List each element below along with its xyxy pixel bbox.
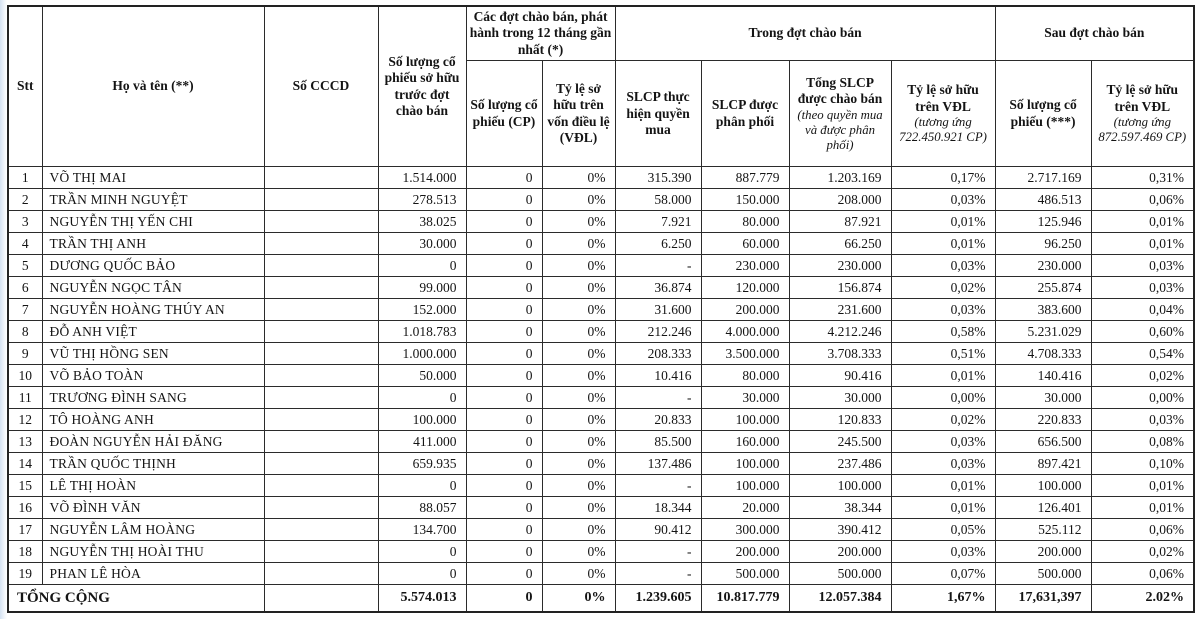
- cell: 0,07%: [891, 563, 995, 585]
- cell: [264, 277, 378, 299]
- total-ratio-during: 1,67%: [891, 585, 995, 613]
- cell: 0%: [542, 189, 615, 211]
- cell: 11: [8, 387, 42, 409]
- cell: 0,00%: [891, 387, 995, 409]
- cell: 0,00%: [1091, 387, 1194, 409]
- cell: 0: [466, 277, 542, 299]
- cell: [264, 497, 378, 519]
- cell: 30.000: [995, 387, 1091, 409]
- cell: PHAN LÊ HÒA: [42, 563, 264, 585]
- cell: 500.000: [701, 563, 789, 585]
- cell: 0%: [542, 233, 615, 255]
- cell: 200.000: [701, 299, 789, 321]
- cell: 300.000: [701, 519, 789, 541]
- cell: 0%: [542, 409, 615, 431]
- cell: 278.513: [378, 189, 466, 211]
- cell: 100.000: [701, 475, 789, 497]
- cell: 0,51%: [891, 343, 995, 365]
- cell: [264, 211, 378, 233]
- cell: 0: [466, 409, 542, 431]
- col-header-shares-qty-cp: Số lượng cổ phiếu (CP): [466, 61, 542, 167]
- col-header-total-slcp: [789, 61, 891, 167]
- cell: 200.000: [789, 541, 891, 563]
- cell: 0,01%: [1091, 475, 1194, 497]
- cell: 0,01%: [891, 497, 995, 519]
- cell: 0: [378, 475, 466, 497]
- cell: 0,03%: [891, 541, 995, 563]
- cell: 137.486: [615, 453, 701, 475]
- cell: 500.000: [995, 563, 1091, 585]
- cell: 0%: [542, 321, 615, 343]
- cell: TÔ HOÀNG ANH: [42, 409, 264, 431]
- cell: -: [615, 475, 701, 497]
- cell: 0,01%: [1091, 211, 1194, 233]
- cell: 887.779: [701, 167, 789, 189]
- cell: 0,06%: [1091, 563, 1194, 585]
- cell: 160.000: [701, 431, 789, 453]
- cell: 897.421: [995, 453, 1091, 475]
- cell: 0,05%: [891, 519, 995, 541]
- table-row: [8, 255, 1194, 277]
- total-shares-qty-cp: 0: [466, 585, 542, 613]
- cell: 80.000: [701, 365, 789, 387]
- cell: NGUYỄN HOÀNG THÚY AN: [42, 299, 264, 321]
- table-row: [8, 541, 1194, 563]
- cell: 1.203.169: [789, 167, 891, 189]
- cell: 88.057: [378, 497, 466, 519]
- cell: 0,60%: [1091, 321, 1194, 343]
- table-row: [8, 519, 1194, 541]
- cell: 1.514.000: [378, 167, 466, 189]
- cell: NGUYỄN LÂM HOÀNG: [42, 519, 264, 541]
- total-row: [8, 585, 1194, 613]
- table-row: [8, 233, 1194, 255]
- cell: [264, 255, 378, 277]
- cell: 0: [466, 167, 542, 189]
- cell: 656.500: [995, 431, 1091, 453]
- cell: 0: [466, 233, 542, 255]
- total-ratio-after: 2.02%: [1091, 585, 1194, 613]
- cell: 0%: [542, 475, 615, 497]
- cell: 120.000: [701, 277, 789, 299]
- cell: 134.700: [378, 519, 466, 541]
- cell: 0: [466, 497, 542, 519]
- cell: 0,02%: [891, 409, 995, 431]
- cell: 2.717.169: [995, 167, 1091, 189]
- cell: 0%: [542, 431, 615, 453]
- cell: 0,31%: [1091, 167, 1194, 189]
- col-header-ratio-during-title: Tỷ lệ sở hữu trên VĐL: [907, 82, 979, 114]
- shareholders-offering-table: [7, 5, 1195, 613]
- cell: 7: [8, 299, 42, 321]
- total-slcp-distributed: 10.817.779: [701, 585, 789, 613]
- cell: 500.000: [789, 563, 891, 585]
- cell: 7.921: [615, 211, 701, 233]
- cell: 156.874: [789, 277, 891, 299]
- cell: [264, 431, 378, 453]
- cell: 87.921: [789, 211, 891, 233]
- cell: 0: [466, 189, 542, 211]
- cell: 0,03%: [1091, 255, 1194, 277]
- cell: 0: [466, 519, 542, 541]
- cell: 3.708.333: [789, 343, 891, 365]
- cell: 5.231.029: [995, 321, 1091, 343]
- cell: 0,01%: [891, 211, 995, 233]
- cell: 4.212.246: [789, 321, 891, 343]
- cell: 0%: [542, 255, 615, 277]
- cell: 16: [8, 497, 42, 519]
- cell: 230.000: [701, 255, 789, 277]
- table-row: [8, 563, 1194, 585]
- col-header-ratio-after-note: (tương ứng 872.597.469 CP): [1098, 115, 1187, 145]
- cell: VÕ BẢO TOÀN: [42, 365, 264, 387]
- cell: [264, 343, 378, 365]
- cell: 100.000: [701, 409, 789, 431]
- col-header-ratio-after-title: Tỷ lệ sở hữu trên VĐL: [1106, 82, 1179, 114]
- cell: 0,03%: [1091, 277, 1194, 299]
- total-before-offering: 5.574.013: [378, 585, 466, 613]
- cell: 3: [8, 211, 42, 233]
- cell: 0%: [542, 541, 615, 563]
- cell: [264, 189, 378, 211]
- cell: VŨ THỊ HỒNG SEN: [42, 343, 264, 365]
- cell: 17: [8, 519, 42, 541]
- cell: 220.833: [995, 409, 1091, 431]
- col-header-slcp-rights: SLCP thực hiện quyền mua: [615, 61, 701, 167]
- cell: 0%: [542, 343, 615, 365]
- cell: 4.000.000: [701, 321, 789, 343]
- cell: 1: [8, 167, 42, 189]
- cell: 0%: [542, 365, 615, 387]
- cell: 0,02%: [891, 277, 995, 299]
- cell: 150.000: [701, 189, 789, 211]
- cell: 230.000: [789, 255, 891, 277]
- cell: 0: [466, 365, 542, 387]
- table-row: [8, 365, 1194, 387]
- table-row: [8, 387, 1194, 409]
- cell: 0,06%: [1091, 189, 1194, 211]
- cell: 0,03%: [891, 453, 995, 475]
- cell: 0,54%: [1091, 343, 1194, 365]
- cell: 390.412: [789, 519, 891, 541]
- cell: TRẦN QUỐC THỊNH: [42, 453, 264, 475]
- cell: 0%: [542, 387, 615, 409]
- table-row: [8, 497, 1194, 519]
- col-header-shares-after: Số lượng cổ phiếu (***): [995, 61, 1091, 167]
- cell: 0%: [542, 497, 615, 519]
- cell: 0: [466, 387, 542, 409]
- cell: 31.600: [615, 299, 701, 321]
- group-header-recent-12m: Các đợt chào bán, phát hành trong 12 tháng gần nhất (*): [466, 6, 615, 61]
- table-row: [8, 453, 1194, 475]
- cell: 85.500: [615, 431, 701, 453]
- cell: TRƯƠNG ĐÌNH SANG: [42, 387, 264, 409]
- cell: 152.000: [378, 299, 466, 321]
- cell: 90.412: [615, 519, 701, 541]
- cell: 230.000: [995, 255, 1091, 277]
- header-group-row: [8, 6, 1194, 61]
- cell: [264, 409, 378, 431]
- cell: 60.000: [701, 233, 789, 255]
- cell: 19: [8, 563, 42, 585]
- cell: ĐOÀN NGUYỄN HẢI ĐĂNG: [42, 431, 264, 453]
- cell: 18.344: [615, 497, 701, 519]
- table-row: [8, 431, 1194, 453]
- col-header-name: Họ và tên (**): [42, 6, 264, 167]
- cell: 0: [466, 321, 542, 343]
- cell: 0: [466, 211, 542, 233]
- cell: 0,03%: [891, 255, 995, 277]
- cell: 100.000: [995, 475, 1091, 497]
- cell: 231.600: [789, 299, 891, 321]
- cell: [264, 519, 378, 541]
- cell: 525.112: [995, 519, 1091, 541]
- total-total-slcp: 12.057.384: [789, 585, 891, 613]
- cell: 237.486: [789, 453, 891, 475]
- cell: 80.000: [701, 211, 789, 233]
- cell: 1.018.783: [378, 321, 466, 343]
- cell: LÊ THỊ HOÀN: [42, 475, 264, 497]
- cell: 38.025: [378, 211, 466, 233]
- cell: 4: [8, 233, 42, 255]
- cell: 0%: [542, 277, 615, 299]
- cell: 99.000: [378, 277, 466, 299]
- cell: -: [615, 563, 701, 585]
- cell: [264, 475, 378, 497]
- col-header-ratio-after: [1091, 61, 1194, 167]
- cell: 383.600: [995, 299, 1091, 321]
- cell: 10: [8, 365, 42, 387]
- cell: 3.500.000: [701, 343, 789, 365]
- cell: -: [615, 541, 701, 563]
- cell: 0,04%: [1091, 299, 1194, 321]
- cell: 100.000: [789, 475, 891, 497]
- cell: 66.250: [789, 233, 891, 255]
- cell: 50.000: [378, 365, 466, 387]
- cell: VÕ THỊ MAI: [42, 167, 264, 189]
- cell: 1.000.000: [378, 343, 466, 365]
- cell: 0%: [542, 167, 615, 189]
- cell: [264, 167, 378, 189]
- cell: 6.250: [615, 233, 701, 255]
- cell: 0,02%: [1091, 365, 1194, 387]
- cell: [264, 299, 378, 321]
- cell: 140.416: [995, 365, 1091, 387]
- cell: 208.333: [615, 343, 701, 365]
- cell: 0: [466, 343, 542, 365]
- cell: 30.000: [378, 233, 466, 255]
- cell: 0,01%: [1091, 497, 1194, 519]
- cell: 0: [378, 387, 466, 409]
- cell: 486.513: [995, 189, 1091, 211]
- cell: 9: [8, 343, 42, 365]
- cell: 125.946: [995, 211, 1091, 233]
- total-shares-after: 17,631,397: [995, 585, 1091, 613]
- cell: 2: [8, 189, 42, 211]
- cell: TRẦN MINH NGUYỆT: [42, 189, 264, 211]
- cell: 0,03%: [1091, 409, 1194, 431]
- cell: 0,08%: [1091, 431, 1194, 453]
- cell: 0: [466, 299, 542, 321]
- cell: 120.833: [789, 409, 891, 431]
- cell: 10.416: [615, 365, 701, 387]
- col-header-cccd: Số CCCD: [264, 6, 378, 167]
- cell: 0%: [542, 211, 615, 233]
- cell: [264, 321, 378, 343]
- cell: 208.000: [789, 189, 891, 211]
- cell: 100.000: [378, 409, 466, 431]
- cell: 0,01%: [891, 365, 995, 387]
- cell: [264, 541, 378, 563]
- col-header-ratio-during: [891, 61, 995, 167]
- cell: ĐỖ ANH VIỆT: [42, 321, 264, 343]
- cell: 18: [8, 541, 42, 563]
- cell: 0: [466, 431, 542, 453]
- cell: NGUYỄN THỊ HOÀI THU: [42, 541, 264, 563]
- col-header-stt: Stt: [8, 6, 42, 167]
- cell: 0: [466, 475, 542, 497]
- cell: 200.000: [701, 541, 789, 563]
- table-row: [8, 343, 1194, 365]
- group-header-during-offering: Trong đợt chào bán: [615, 6, 995, 61]
- cell: 38.344: [789, 497, 891, 519]
- cell: 13: [8, 431, 42, 453]
- cell: 0,03%: [891, 431, 995, 453]
- total-cccd: [264, 585, 378, 613]
- table-row: [8, 299, 1194, 321]
- cell: 15: [8, 475, 42, 497]
- col-header-ownership-charter: Tỷ lệ sở hữu trên vốn điều lệ (VĐL): [542, 61, 615, 167]
- cell: 12: [8, 409, 42, 431]
- cell: 96.250: [995, 233, 1091, 255]
- cell: 0: [466, 541, 542, 563]
- total-slcp-rights: 1.239.605: [615, 585, 701, 613]
- cell: 0%: [542, 299, 615, 321]
- cell: 0: [466, 255, 542, 277]
- cell: 411.000: [378, 431, 466, 453]
- cell: [264, 563, 378, 585]
- cell: DƯƠNG QUỐC BẢO: [42, 255, 264, 277]
- cell: 0,10%: [1091, 453, 1194, 475]
- table-row: [8, 277, 1194, 299]
- table-footer: [8, 585, 1194, 613]
- cell: 315.390: [615, 167, 701, 189]
- total-label: TỔNG CỘNG: [8, 585, 264, 613]
- col-header-total-slcp-note: (theo quyền mua và được phân phối): [797, 107, 883, 152]
- cell: 0,01%: [891, 475, 995, 497]
- table-header: [8, 6, 1194, 167]
- cell: 0%: [542, 519, 615, 541]
- cell: [264, 453, 378, 475]
- table-row: [8, 409, 1194, 431]
- cell: 8: [8, 321, 42, 343]
- table-row: [8, 475, 1194, 497]
- cell: 100.000: [701, 453, 789, 475]
- cell: VÕ ĐÌNH VĂN: [42, 497, 264, 519]
- cell: NGUYỄN NGỌC TÂN: [42, 277, 264, 299]
- cell: 0: [466, 563, 542, 585]
- cell: 58.000: [615, 189, 701, 211]
- cell: 20.000: [701, 497, 789, 519]
- cell: 0: [378, 255, 466, 277]
- cell: 212.246: [615, 321, 701, 343]
- col-header-total-slcp-title: Tổng SLCP được chào bán: [797, 74, 883, 107]
- col-header-before-offering: Số lượng cổ phiếu sở hữu trước đợt chào bán: [378, 6, 466, 167]
- cell: 5: [8, 255, 42, 277]
- cell: 4.708.333: [995, 343, 1091, 365]
- cell: 0: [378, 541, 466, 563]
- cell: 90.416: [789, 365, 891, 387]
- cell: 659.935: [378, 453, 466, 475]
- cell: TRẦN THỊ ANH: [42, 233, 264, 255]
- table-body: [8, 167, 1194, 585]
- cell: -: [615, 387, 701, 409]
- cell: -: [615, 255, 701, 277]
- cell: 36.874: [615, 277, 701, 299]
- cell: 14: [8, 453, 42, 475]
- col-header-slcp-distributed: SLCP được phân phối: [701, 61, 789, 167]
- cell: 0,02%: [1091, 541, 1194, 563]
- cell: 0,06%: [1091, 519, 1194, 541]
- cell: 30.000: [789, 387, 891, 409]
- cell: 255.874: [995, 277, 1091, 299]
- cell: 0,17%: [891, 167, 995, 189]
- cell: 0: [378, 563, 466, 585]
- cell: 245.500: [789, 431, 891, 453]
- cell: 0: [466, 453, 542, 475]
- cell: [264, 365, 378, 387]
- table-row: [8, 211, 1194, 233]
- cell: 0,03%: [891, 299, 995, 321]
- cell: 30.000: [701, 387, 789, 409]
- cell: 6: [8, 277, 42, 299]
- cell: 0,03%: [891, 189, 995, 211]
- cell: 0%: [542, 453, 615, 475]
- total-ownership-charter: 0%: [542, 585, 615, 613]
- cell: 200.000: [995, 541, 1091, 563]
- cell: 126.401: [995, 497, 1091, 519]
- cell: [264, 387, 378, 409]
- cell: 0,01%: [891, 233, 995, 255]
- col-header-ratio-during-note: (tương ứng 722.450.921 CP): [899, 115, 987, 145]
- table-row: [8, 167, 1194, 189]
- table-row: [8, 189, 1194, 211]
- cell: 0%: [542, 563, 615, 585]
- cell: NGUYỄN THỊ YẾN CHI: [42, 211, 264, 233]
- cell: 0,01%: [1091, 233, 1194, 255]
- cell: 0,58%: [891, 321, 995, 343]
- table-row: [8, 321, 1194, 343]
- cell: [264, 233, 378, 255]
- cell: 20.833: [615, 409, 701, 431]
- group-header-after-offering: Sau đợt chào bán: [995, 6, 1194, 61]
